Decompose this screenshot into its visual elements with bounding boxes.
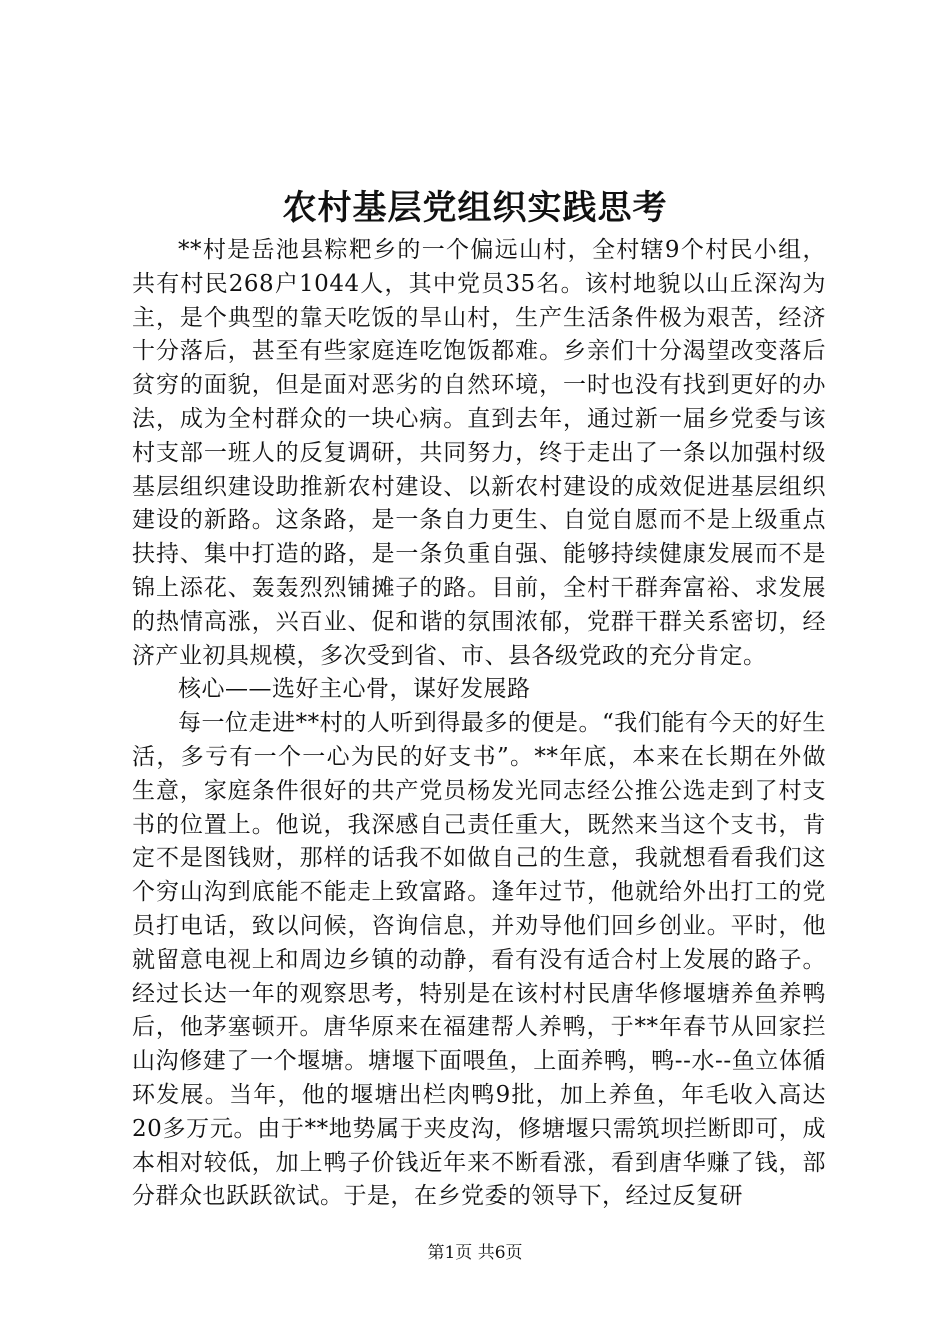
document-title: 农村基层党组织实践思考 (282, 188, 668, 228)
document-body (132, 234, 826, 1214)
section-heading: 核心——选好主心骨，谋好发展路 (178, 676, 531, 703)
paragraph-intro: **村是岳池县粽粑乡的一个偏远山村，全村辖9个村民小组，共有村民268户1044人，其中党员35名。该村地貌以山丘深沟为主，是个典型的靠天吃饭的旱山村，生产生活条件极为艰苦，经济十分落后，甚至有些家庭连吃饱饭都难。乡亲们十分渴望改变落后贫穷的面貌，但是面对恶劣的自然环境，一时也没有找到更好的办法，成为全村群众的一块心病。直到去年，通过新一届乡党委与该村支部一班人的反复调研，共同努力，终于走出了一条以加强村级基层组织建设助推新农村建设、以新农村建设的成效促进基层组织建设的新路。这条路，是一条自力更生、自觉自愿而不是上级重点扶持、集中打造的路，是一条负重自强、能够持续健康发展而不是锦上添花、轰轰烈烈铺摊子的路。目前，全村干群奔富裕、求发展的热情高涨，兴百业、促和谐的氛围浓郁，党群干群关系密切，经济产业初具规模，多次受到省、市、县各级党政的充分肯定。 (132, 237, 826, 669)
paragraph-party-secretary: 每一位走进**村的人听到得最多的便是。“我们能有今天的好生活，多亏有一个一心为民的好支书”。**年底，本来在长期在外做生意，家庭条件很好的共产党员杨发光同志经公推公选走到了村支书的位置上。他说，我深感自己责任重大，既然来当这个支书，肯定不是图钱财，那样的话我不如做自己的生意，我就想看看我们这个穷山沟到底能不能走上致富路。逢年过节，他就给外出打工的党员打电话，致以问候，咨询信息，并劝导他们回乡创业。平时，他就留意电视上和周边乡镇的动静，看有没有适合村上发展的路子。经过长达一年的观察思考，特别是在该村村民唐华修堰塘养鱼养鸭后，他茅塞顿开。唐华原来在福建帮人养鸭，于**年春节从回家拦山沟修建了一个堰塘。塘堰下面喂鱼，上面养鸭，鸭--水--鱼立体循环发展。当年，他的堰塘出栏肉鸭9批，加上养鱼，年毛收入高达20多万元。由于**地势属于夹皮沟，修塘堰只需筑坝拦断即可，成本相对较低，加上鸭子价钱近年来不断看涨，看到唐华赚了钱，部分群众也跃跃欲试。于是，在乡党委的领导下，经过反复研 (132, 710, 826, 1210)
page-footer: 第1页 共6页 (427, 1243, 523, 1263)
